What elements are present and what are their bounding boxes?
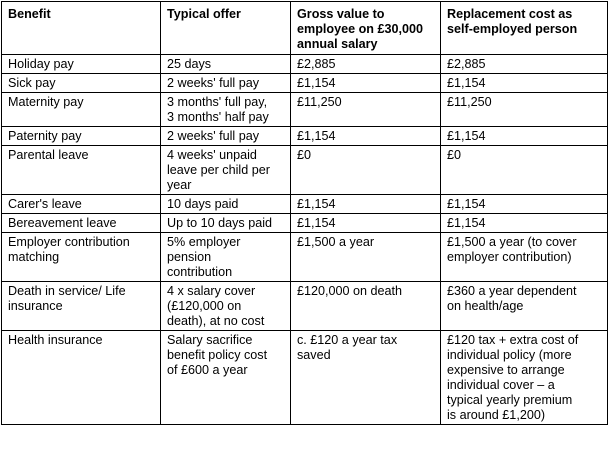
table-row	[2, 282, 608, 331]
table-cell: Employer contribution matching	[2, 233, 161, 282]
table-cell: £1,154	[441, 127, 608, 146]
table-cell: Sick pay	[2, 74, 161, 93]
table-cell: 25 days	[161, 55, 291, 74]
table-cell: £11,250	[441, 93, 608, 127]
table-cell: £1,154	[291, 214, 441, 233]
table-cell: £1,154	[441, 214, 608, 233]
table-cell: £2,885	[441, 55, 608, 74]
table-cell: Paternity pay	[2, 127, 161, 146]
table-cell: £1,154	[441, 195, 608, 214]
table-cell: 3 months' full pay, 3 months' half pay	[161, 93, 291, 127]
table-cell: Health insurance	[2, 331, 161, 425]
header-benefit: Benefit	[2, 2, 161, 55]
table-cell: Bereavement leave	[2, 214, 161, 233]
table-cell: £1,154	[441, 74, 608, 93]
header-replacement-cost: Replacement cost as self-employed person	[441, 2, 608, 55]
table-row	[2, 195, 608, 214]
table-cell: 2 weeks' full pay	[161, 74, 291, 93]
table-cell: Carer's leave	[2, 195, 161, 214]
table-cell: 4 weeks' unpaid leave per child per year	[161, 146, 291, 195]
table-row	[2, 55, 608, 74]
table-cell: Salary sacrifice benefit policy cost of £600 a year	[161, 331, 291, 425]
table-cell: Death in service/ Life insurance	[2, 282, 161, 331]
table-cell: £0	[441, 146, 608, 195]
table-cell: £1,154	[291, 127, 441, 146]
table-cell: 4 x salary cover (£120,000 on death), at no cost	[161, 282, 291, 331]
table-cell: Up to 10 days paid	[161, 214, 291, 233]
table-cell: £120,000 on death	[291, 282, 441, 331]
table-cell: Maternity pay	[2, 93, 161, 127]
table-row	[2, 74, 608, 93]
table-header-row	[2, 2, 608, 55]
table-row	[2, 214, 608, 233]
table-cell: £1,154	[291, 195, 441, 214]
table-row	[2, 127, 608, 146]
table-cell: £0	[291, 146, 441, 195]
table-row	[2, 146, 608, 195]
table-cell: Holiday pay	[2, 55, 161, 74]
table-cell: £1,500 a year	[291, 233, 441, 282]
table-cell: £120 tax + extra cost of individual policy (more expensive to arrange individual cover – a typical yearly premium is around £1,200)	[441, 331, 608, 425]
benefits-comparison-table	[1, 1, 608, 425]
table-cell: £11,250	[291, 93, 441, 127]
header-gross-value: Gross value to employee on £30,000 annual salary	[291, 2, 441, 55]
table-cell: £360 a year dependent on health/age	[441, 282, 608, 331]
table-row	[2, 233, 608, 282]
table-cell: £2,885	[291, 55, 441, 74]
table-cell: Parental leave	[2, 146, 161, 195]
table-cell: 5% employer pension contribution	[161, 233, 291, 282]
table-cell: 10 days paid	[161, 195, 291, 214]
header-typical-offer: Typical offer	[161, 2, 291, 55]
table-cell: £1,154	[291, 74, 441, 93]
table-row	[2, 93, 608, 127]
table-cell: £1,500 a year (to cover employer contribution)	[441, 233, 608, 282]
table-cell: 2 weeks' full pay	[161, 127, 291, 146]
table-cell: c. £120 a year tax saved	[291, 331, 441, 425]
table-row	[2, 331, 608, 425]
